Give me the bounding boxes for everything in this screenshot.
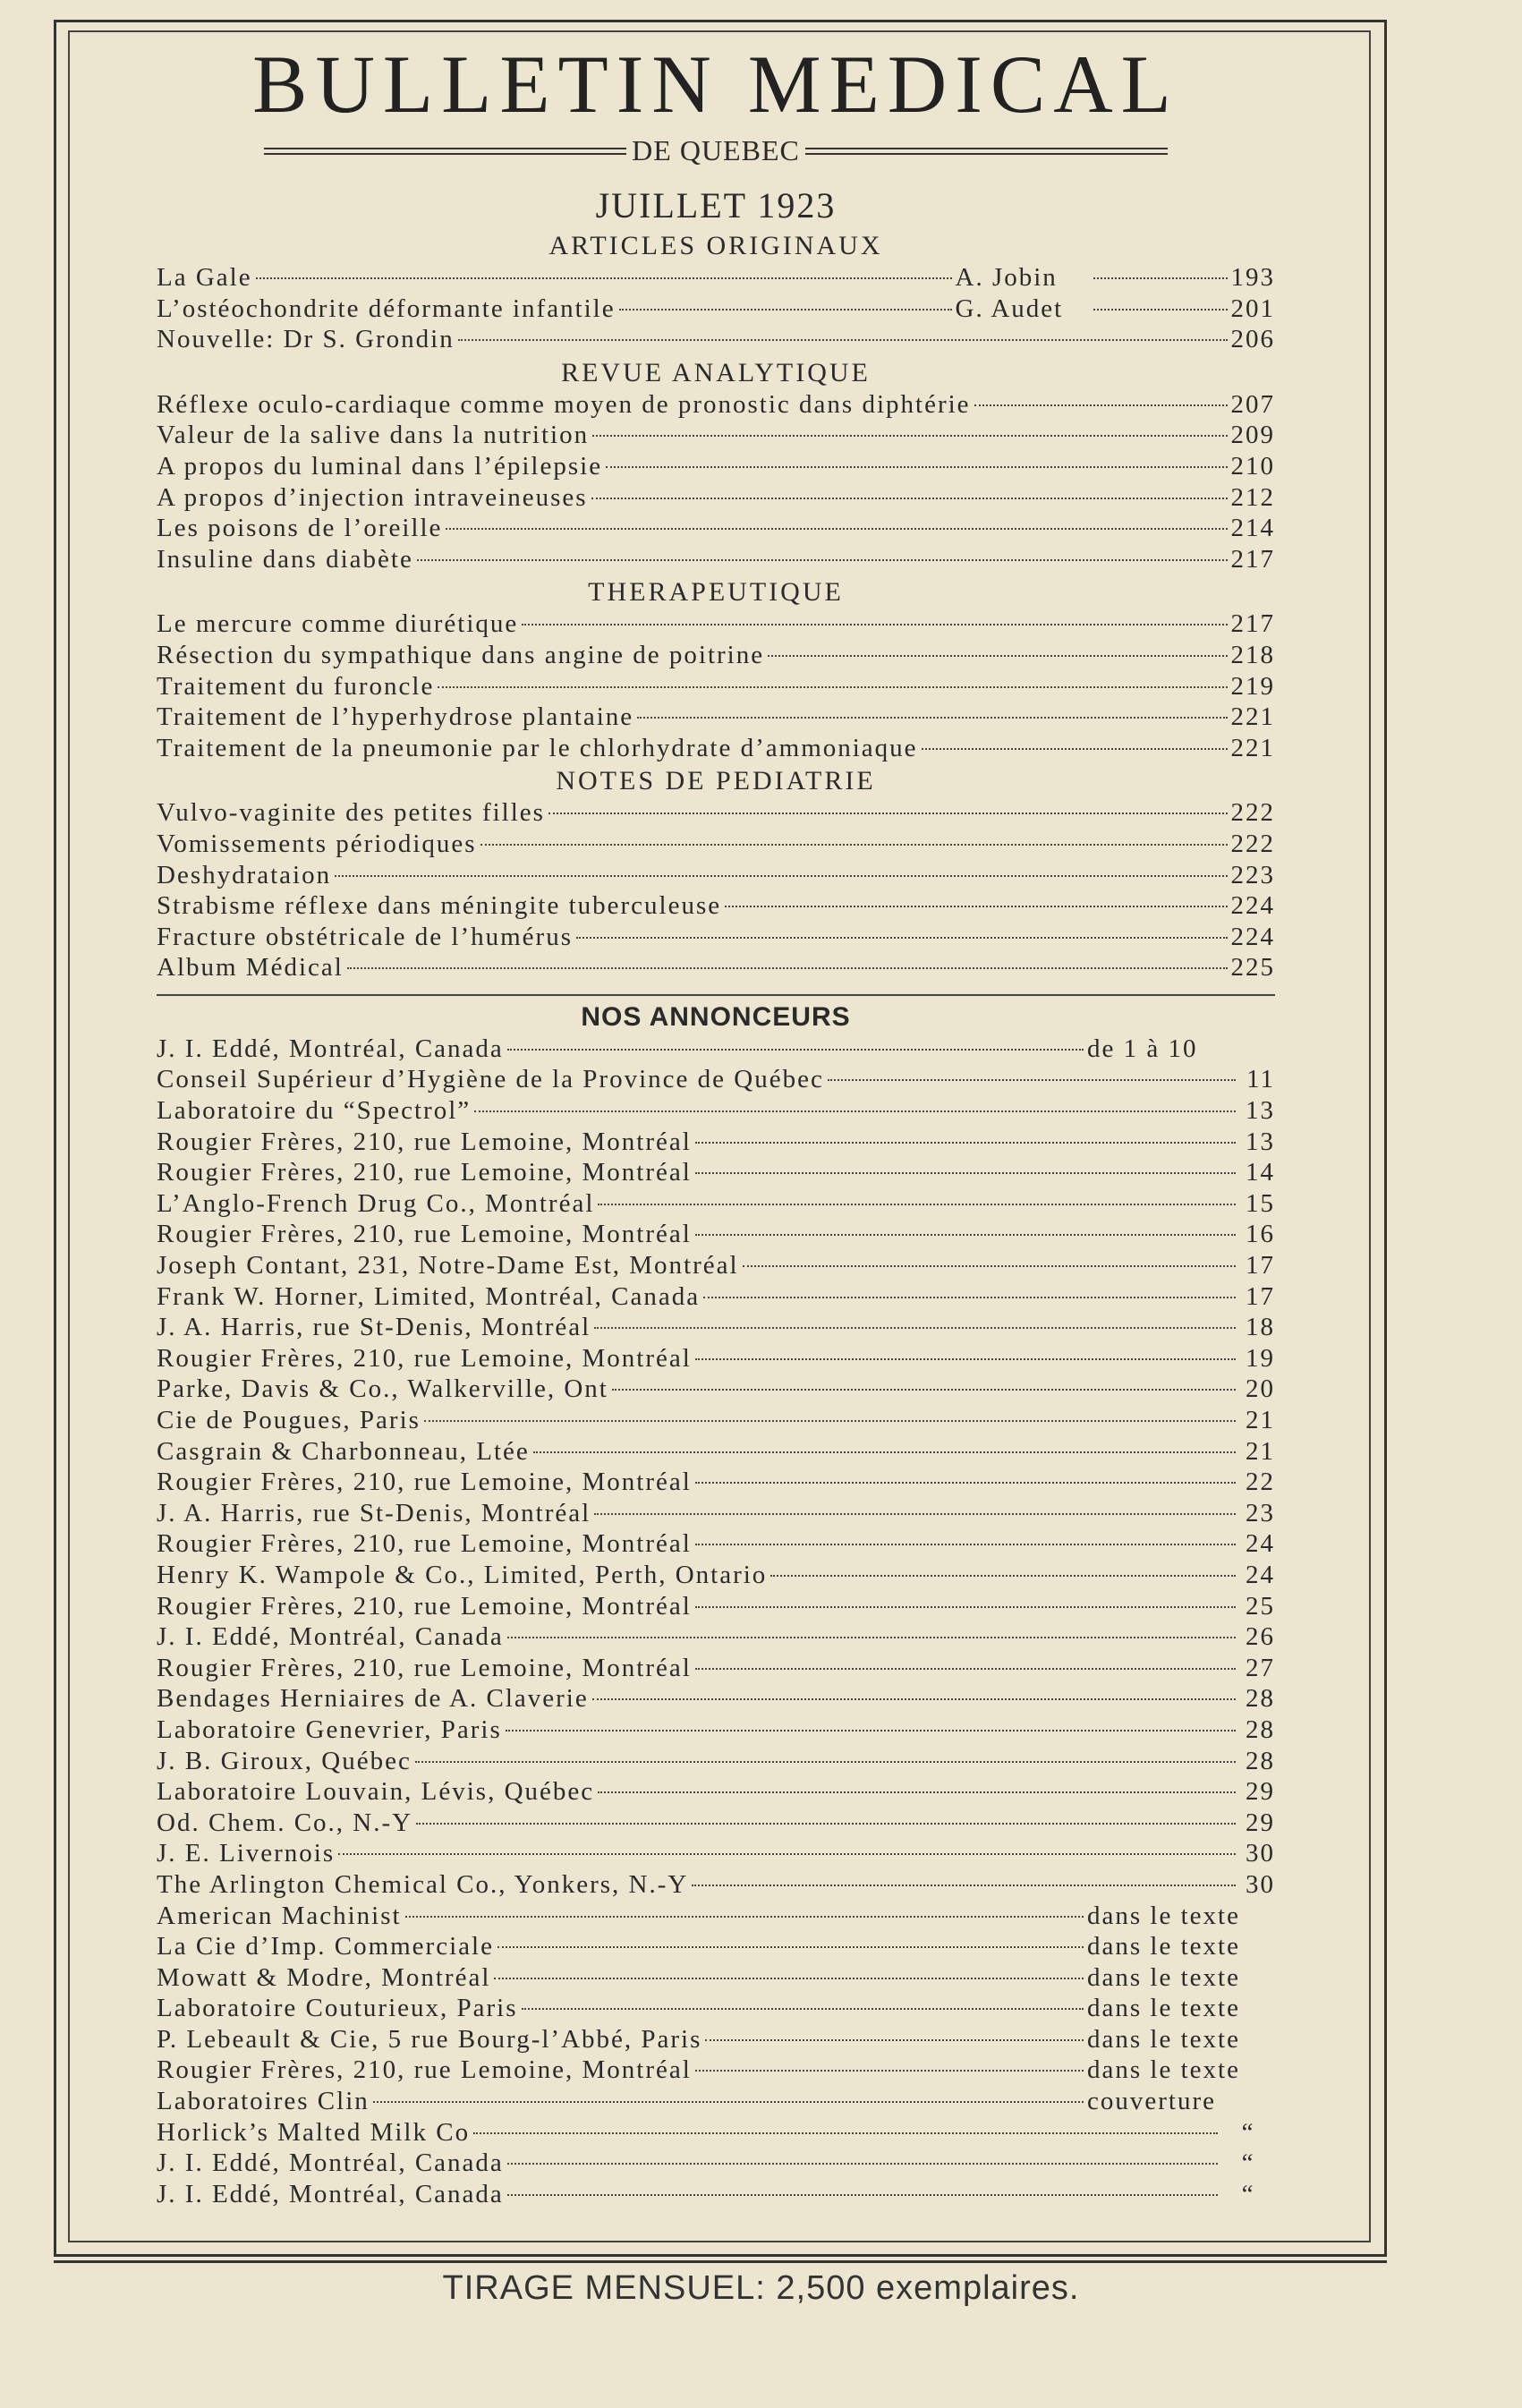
list-item xyxy=(157,860,1275,891)
advertiser-page: 17 xyxy=(1246,1281,1275,1311)
dot-leader xyxy=(592,435,1227,437)
subtitle-row xyxy=(264,134,1168,167)
advertiser-page: 16 xyxy=(1246,1220,1275,1249)
advertiser-name: Rougier Frères, 210, rue Lemoine, Montréal xyxy=(157,2055,692,2085)
advertiser-page: de 1 à 10 xyxy=(1087,1034,1198,1063)
advertiser-page: 20 xyxy=(1246,1374,1275,1404)
advertiser-name: J. I. Eddé, Montréal, Canada xyxy=(157,1034,504,1063)
section-divider xyxy=(157,994,1275,996)
advertiser-name: Rougier Frères, 210, rue Lemoine, Montréal xyxy=(157,1529,692,1559)
pediatrie-list xyxy=(157,797,1275,983)
advertiser-row xyxy=(157,1808,1275,1839)
advertiser-name: Henry K. Wampole & Co., Limited, Perth, Ontario xyxy=(157,1560,768,1589)
list-item xyxy=(157,324,1275,355)
advertiser-page: “ xyxy=(1241,2179,1255,2208)
advertiser-row xyxy=(157,1374,1275,1405)
bottom-rule xyxy=(54,2260,1387,2263)
advertiser-row xyxy=(157,1467,1275,1498)
dot-leader xyxy=(548,813,1228,814)
entry-author: G. Audet xyxy=(955,294,1064,323)
therapeutique-list xyxy=(157,608,1275,763)
entry-title: Fracture obstétricale de l’humérus xyxy=(157,922,573,951)
dot-leader xyxy=(598,1204,1236,1205)
dot-leader xyxy=(594,1327,1236,1329)
advertiser-row xyxy=(157,2179,1275,2210)
advertiser-page: 18 xyxy=(1246,1313,1275,1342)
advertiser-page: 29 xyxy=(1246,1808,1275,1837)
dot-leader xyxy=(522,624,1227,625)
advertiser-page: dans le texte xyxy=(1087,1932,1240,1961)
dot-leader xyxy=(497,1946,1084,1948)
list-item xyxy=(157,829,1275,860)
dot-leader xyxy=(473,2132,1218,2134)
dot-leader xyxy=(424,1420,1236,1422)
entry-title: Valeur de la salive dans la nutrition xyxy=(157,421,590,450)
entry-title: Vomissements périodiques xyxy=(157,829,477,858)
entry-page: 201 xyxy=(1230,294,1275,323)
advertiser-page: 24 xyxy=(1246,1529,1275,1559)
advertiser-page: 24 xyxy=(1246,1560,1275,1589)
advertiser-page: 13 xyxy=(1246,1096,1275,1126)
dot-leader xyxy=(594,1513,1236,1515)
advertiser-page: 19 xyxy=(1246,1343,1275,1373)
entry-title: Traitement de l’hyperhydrose plantaine xyxy=(157,702,634,732)
advertiser-row xyxy=(157,2055,1275,2086)
advertiser-page: 28 xyxy=(1246,1684,1275,1714)
advertiser-page: dans le texte xyxy=(1087,2055,1240,2085)
dot-leader xyxy=(522,2008,1084,2010)
dot-leader xyxy=(335,875,1227,877)
advertiser-row xyxy=(157,1715,1275,1746)
advertiser-row xyxy=(157,1034,1275,1065)
dot-leader xyxy=(606,466,1227,468)
entry-page: 212 xyxy=(1230,482,1275,512)
advertiser-row xyxy=(157,1343,1275,1374)
advertiser-name: Laboratoire Louvain, Lévis, Québec xyxy=(157,1777,595,1807)
advertiser-row xyxy=(157,1250,1275,1281)
advertiser-page: “ xyxy=(1241,2148,1255,2178)
dot-leader xyxy=(347,967,1228,969)
list-item xyxy=(157,608,1275,640)
dot-leader xyxy=(612,1389,1236,1391)
list-item xyxy=(157,544,1275,575)
dot-leader xyxy=(506,1730,1236,1732)
advertiser-name: J. E. Livernois xyxy=(157,1839,336,1868)
dot-leader xyxy=(507,1637,1236,1638)
list-item xyxy=(157,482,1275,514)
advertiser-name: Horlick’s Malted Milk Co xyxy=(157,2117,471,2147)
dot-leader xyxy=(695,1544,1236,1545)
advertiser-page: 23 xyxy=(1246,1498,1275,1527)
dot-leader xyxy=(591,498,1228,499)
entry-title: Vulvo-vaginite des petites filles xyxy=(157,798,545,828)
list-item xyxy=(157,671,1275,702)
advertiser-page: 21 xyxy=(1246,1406,1275,1434)
dot-leader xyxy=(373,2101,1084,2103)
advertiser-row xyxy=(157,1746,1275,1777)
dot-leader xyxy=(743,1265,1236,1267)
list-item xyxy=(157,952,1275,983)
entry-title: Strabisme réflexe dans méningite tuberculeuse xyxy=(157,891,722,921)
advertiser-name: Rougier Frères, 210, rue Lemoine, Montréal xyxy=(157,1653,692,1682)
dot-leader xyxy=(446,528,1227,530)
entry-page: 221 xyxy=(1230,733,1275,762)
dot-leader xyxy=(417,559,1228,561)
dot-leader xyxy=(416,1823,1236,1825)
advertiser-page: “ xyxy=(1241,2117,1255,2147)
entry-page: 224 xyxy=(1230,922,1275,951)
issue-date: JUILLET 1923 xyxy=(595,185,837,225)
advertiser-row xyxy=(157,1528,1275,1560)
dot-leader xyxy=(338,1853,1236,1855)
advertiser-page: 14 xyxy=(1246,1158,1275,1187)
advertiser-page: 28 xyxy=(1246,1715,1275,1744)
advertiser-page: couverture xyxy=(1087,2087,1216,2116)
advertiser-name: Mowatt & Modre, Montréal xyxy=(157,1962,491,1992)
entry-title: Résection du sympathique dans angine de poitrine xyxy=(157,640,765,669)
list-item xyxy=(157,389,1275,421)
advertiser-page: dans le texte xyxy=(1087,1962,1240,1992)
advertiser-page: 25 xyxy=(1246,1591,1275,1621)
list-item xyxy=(157,922,1275,953)
entry-page: 209 xyxy=(1230,421,1275,450)
advertiser-row xyxy=(157,1591,1275,1622)
advertiser-name: American Machinist xyxy=(157,1901,402,1930)
entry-author: A. Jobin xyxy=(955,263,1058,292)
entry-page: 207 xyxy=(1230,389,1275,419)
advertisers-list xyxy=(157,1034,1275,2210)
advertiser-row xyxy=(157,1498,1275,1529)
entry-page: 222 xyxy=(1230,798,1275,828)
dot-leader xyxy=(695,2070,1084,2072)
entry-page: 224 xyxy=(1230,891,1275,921)
entry-title: A propos du luminal dans l’épilepsie xyxy=(157,451,603,481)
dot-leader xyxy=(637,717,1227,719)
list-item xyxy=(157,451,1275,482)
advertiser-row xyxy=(157,1219,1275,1250)
advertiser-row xyxy=(157,1281,1275,1313)
print-run-footer: TIRAGE MENSUEL: 2,500 exemplaires. xyxy=(442,2269,1080,2307)
entry-title: Le mercure comme diurétique xyxy=(157,609,519,639)
advertiser-page: 13 xyxy=(1246,1127,1275,1156)
advertiser-name: Laboratoires Clin xyxy=(157,2087,370,2116)
dot-leader xyxy=(533,1451,1236,1453)
advertiser-row xyxy=(157,1064,1275,1095)
entry-page: 217 xyxy=(1230,609,1275,639)
entry-page: 206 xyxy=(1230,325,1275,354)
advertiser-page: 30 xyxy=(1246,1869,1275,1899)
entry-title: La Gale xyxy=(157,263,252,292)
advertiser-row xyxy=(157,1188,1275,1220)
advertiser-row xyxy=(157,1931,1275,1962)
dot-leader xyxy=(405,1916,1084,1918)
advertiser-name: J. I. Eddé, Montréal, Canada xyxy=(157,2179,504,2208)
double-rule-left xyxy=(264,148,626,155)
advertiser-name: Od. Chem. Co., N.-Y xyxy=(157,1808,413,1837)
dot-leader xyxy=(494,1978,1084,1979)
dot-leader xyxy=(1093,277,1228,279)
advertiser-name: Rougier Frères, 210, rue Lemoine, Montréal xyxy=(157,1343,692,1373)
entry-title: A propos d’injection intraveineuses xyxy=(157,482,588,512)
advertiser-page: 27 xyxy=(1246,1653,1275,1682)
advertiser-page: dans le texte xyxy=(1087,2024,1240,2054)
dot-leader xyxy=(598,1791,1236,1793)
advertiser-row xyxy=(157,1127,1275,1158)
dot-leader xyxy=(695,1606,1236,1608)
dot-leader xyxy=(922,748,1228,750)
advertiser-name: Casgrain & Charbonneau, Ltée xyxy=(157,1436,530,1466)
advertiser-name: J. I. Eddé, Montréal, Canada xyxy=(157,1622,504,1652)
dot-leader xyxy=(828,1079,1236,1081)
advertiser-name: Frank W. Horner, Limited, Montréal, Canada xyxy=(157,1281,701,1311)
advertiser-page: 26 xyxy=(1246,1622,1275,1652)
dot-leader xyxy=(695,1358,1236,1360)
advertiser-row xyxy=(157,1962,1275,1994)
advertiser-row xyxy=(157,1560,1275,1591)
bulletin-title: BULLETIN MEDICAL xyxy=(252,38,1179,130)
advertiser-row xyxy=(157,1901,1275,1932)
revue-list xyxy=(157,389,1275,575)
advertiser-row xyxy=(157,1405,1275,1436)
table-of-contents xyxy=(157,36,1275,2209)
advertiser-name: P. Lebeault & Cie, 5 rue Bourg-l’Abbé, Paris xyxy=(157,2024,702,2054)
list-item xyxy=(157,640,1275,671)
dot-leader xyxy=(507,2194,1218,2196)
section-title-articles: ARTICLES ORIGINAUX xyxy=(548,231,883,260)
entry-page: 214 xyxy=(1230,514,1275,543)
advertiser-name: Rougier Frères, 210, rue Lemoine, Montréal xyxy=(157,1220,692,1249)
advertiser-row xyxy=(157,1683,1275,1715)
advertiser-name: Conseil Supérieur d’Hygiène de la Province de Québec xyxy=(157,1065,824,1094)
dot-leader xyxy=(474,1110,1236,1112)
dot-leader xyxy=(725,906,1227,907)
list-item xyxy=(157,420,1275,451)
dot-leader xyxy=(703,1297,1236,1298)
entry-title: Traitement de la pneumonie par le chlorhydrate d’ammoniaque xyxy=(157,733,918,762)
advertiser-page: 11 xyxy=(1246,1065,1275,1094)
dot-leader xyxy=(507,2163,1218,2165)
section-title-annonceurs: NOS ANNONCEURS xyxy=(581,1001,851,1032)
list-item xyxy=(157,797,1275,829)
dot-leader xyxy=(692,1885,1236,1886)
dot-leader xyxy=(458,339,1228,341)
entry-page: 222 xyxy=(1230,829,1275,858)
advertiser-name: The Arlington Chemical Co., Yonkers, N.-Y xyxy=(157,1869,689,1899)
advertiser-name: La Cie d’Imp. Commerciale xyxy=(157,1932,494,1961)
advertiser-row xyxy=(157,1838,1275,1869)
advertiser-row xyxy=(157,1869,1275,1901)
advertiser-name: Bendages Herniaires de A. Claverie xyxy=(157,1684,589,1714)
dot-leader xyxy=(415,1761,1236,1763)
dot-leader xyxy=(576,937,1228,939)
advertiser-page: dans le texte xyxy=(1087,1994,1240,2023)
advertiser-row xyxy=(157,2148,1275,2179)
entry-page: 193 xyxy=(1230,263,1275,292)
advertiser-page: dans le texte xyxy=(1087,1901,1240,1930)
advertiser-name: J. I. Eddé, Montréal, Canada xyxy=(157,2148,504,2178)
advertiser-name: J. B. Giroux, Québec xyxy=(157,1746,412,1775)
entry-page: 225 xyxy=(1230,953,1275,983)
advertiser-name: Laboratoire Genevrier, Paris xyxy=(157,1715,502,1744)
section-title-therapeutique: THERAPEUTIQUE xyxy=(588,577,844,608)
advertiser-row xyxy=(157,1157,1275,1188)
advertiser-name: J. A. Harris, rue St-Denis, Montréal xyxy=(157,1498,591,1527)
advertiser-row xyxy=(157,1095,1275,1127)
dot-leader xyxy=(619,309,952,311)
entry-title: L’ostéochondrite déformante infantile xyxy=(157,294,616,323)
dot-leader xyxy=(592,1698,1236,1700)
advertiser-row xyxy=(157,1436,1275,1468)
dot-leader xyxy=(695,1234,1236,1236)
entry-title: Album Médical xyxy=(157,953,344,983)
advertiser-name: J. A. Harris, rue St-Denis, Montréal xyxy=(157,1313,591,1342)
entry-title: Les poisons de l’oreille xyxy=(157,514,443,543)
dot-leader xyxy=(770,1575,1236,1577)
advertiser-row xyxy=(157,2086,1275,2117)
dot-leader xyxy=(480,844,1228,846)
dot-leader xyxy=(695,1668,1236,1670)
advertiser-row xyxy=(157,1621,1275,1653)
entry-page: 221 xyxy=(1230,702,1275,732)
advertiser-page: 30 xyxy=(1246,1839,1275,1868)
entry-page: 210 xyxy=(1230,451,1275,481)
advertiser-name: L’Anglo-French Drug Co., Montréal xyxy=(157,1188,595,1218)
section-title-pediatrie: NOTES DE PEDIATRIE xyxy=(556,766,876,796)
entry-title: Insuline dans diabète xyxy=(157,544,413,574)
advertiser-name: Joseph Contant, 231, Notre-Dame Est, Montréal xyxy=(157,1251,739,1281)
advertiser-page: 28 xyxy=(1246,1746,1275,1775)
dot-leader xyxy=(1093,309,1228,311)
double-rule-right xyxy=(805,148,1168,155)
dot-leader xyxy=(974,404,1228,406)
advertiser-page: 29 xyxy=(1246,1777,1275,1807)
entry-title: Deshydrataion xyxy=(157,860,332,889)
entry-title: Réflexe oculo-cardiaque comme moyen de pronostic dans diphtérie xyxy=(157,389,971,419)
articles-list xyxy=(157,262,1275,355)
entry-title: Traitement du furoncle xyxy=(157,671,435,701)
advertiser-name: Laboratoire du “Spectrol” xyxy=(157,1096,472,1126)
entry-page: 218 xyxy=(1230,640,1275,669)
dot-leader xyxy=(695,1482,1236,1484)
dot-leader xyxy=(695,1172,1236,1174)
section-title-revue: REVUE ANALYTIQUE xyxy=(561,357,871,387)
entry-page: 217 xyxy=(1230,544,1275,574)
dot-leader xyxy=(256,277,952,279)
advertiser-name: Rougier Frères, 210, rue Lemoine, Montréal xyxy=(157,1127,692,1156)
advertiser-name: Cie de Pougues, Paris xyxy=(157,1406,421,1434)
dot-leader xyxy=(768,655,1227,657)
advertiser-name: Rougier Frères, 210, rue Lemoine, Montréal xyxy=(157,1591,692,1621)
advertiser-row xyxy=(157,1312,1275,1343)
advertiser-row xyxy=(157,2024,1275,2055)
advertiser-page: 15 xyxy=(1246,1188,1275,1218)
advertiser-row xyxy=(157,1653,1275,1684)
advertiser-page: 21 xyxy=(1246,1436,1275,1466)
advertiser-name: Parke, Davis & Co., Walkerville, Ont xyxy=(157,1374,608,1404)
list-item xyxy=(157,890,1275,922)
advertiser-row xyxy=(157,1993,1275,2024)
entry-title: Nouvelle: Dr S. Grondin xyxy=(157,325,455,354)
advertiser-name: Rougier Frères, 210, rue Lemoine, Montréal xyxy=(157,1158,692,1187)
advertiser-name: Rougier Frères, 210, rue Lemoine, Montréal xyxy=(157,1468,692,1497)
list-item xyxy=(157,702,1275,733)
list-item xyxy=(157,733,1275,764)
bulletin-subtitle: DE QUEBEC xyxy=(632,134,800,166)
advertiser-page: 17 xyxy=(1246,1251,1275,1281)
list-item xyxy=(157,513,1275,544)
list-item xyxy=(157,294,1275,325)
dot-leader xyxy=(507,1049,1084,1051)
advertiser-name: Laboratoire Couturieux, Paris xyxy=(157,1994,518,2023)
dot-leader xyxy=(695,1142,1236,1144)
advertiser-row xyxy=(157,2117,1275,2148)
entry-page: 219 xyxy=(1230,671,1275,701)
dot-leader xyxy=(705,2039,1084,2041)
advertiser-page: 22 xyxy=(1246,1468,1275,1497)
entry-page: 223 xyxy=(1230,860,1275,889)
advertiser-row xyxy=(157,1776,1275,1808)
list-item xyxy=(157,262,1275,294)
dot-leader xyxy=(438,686,1227,688)
